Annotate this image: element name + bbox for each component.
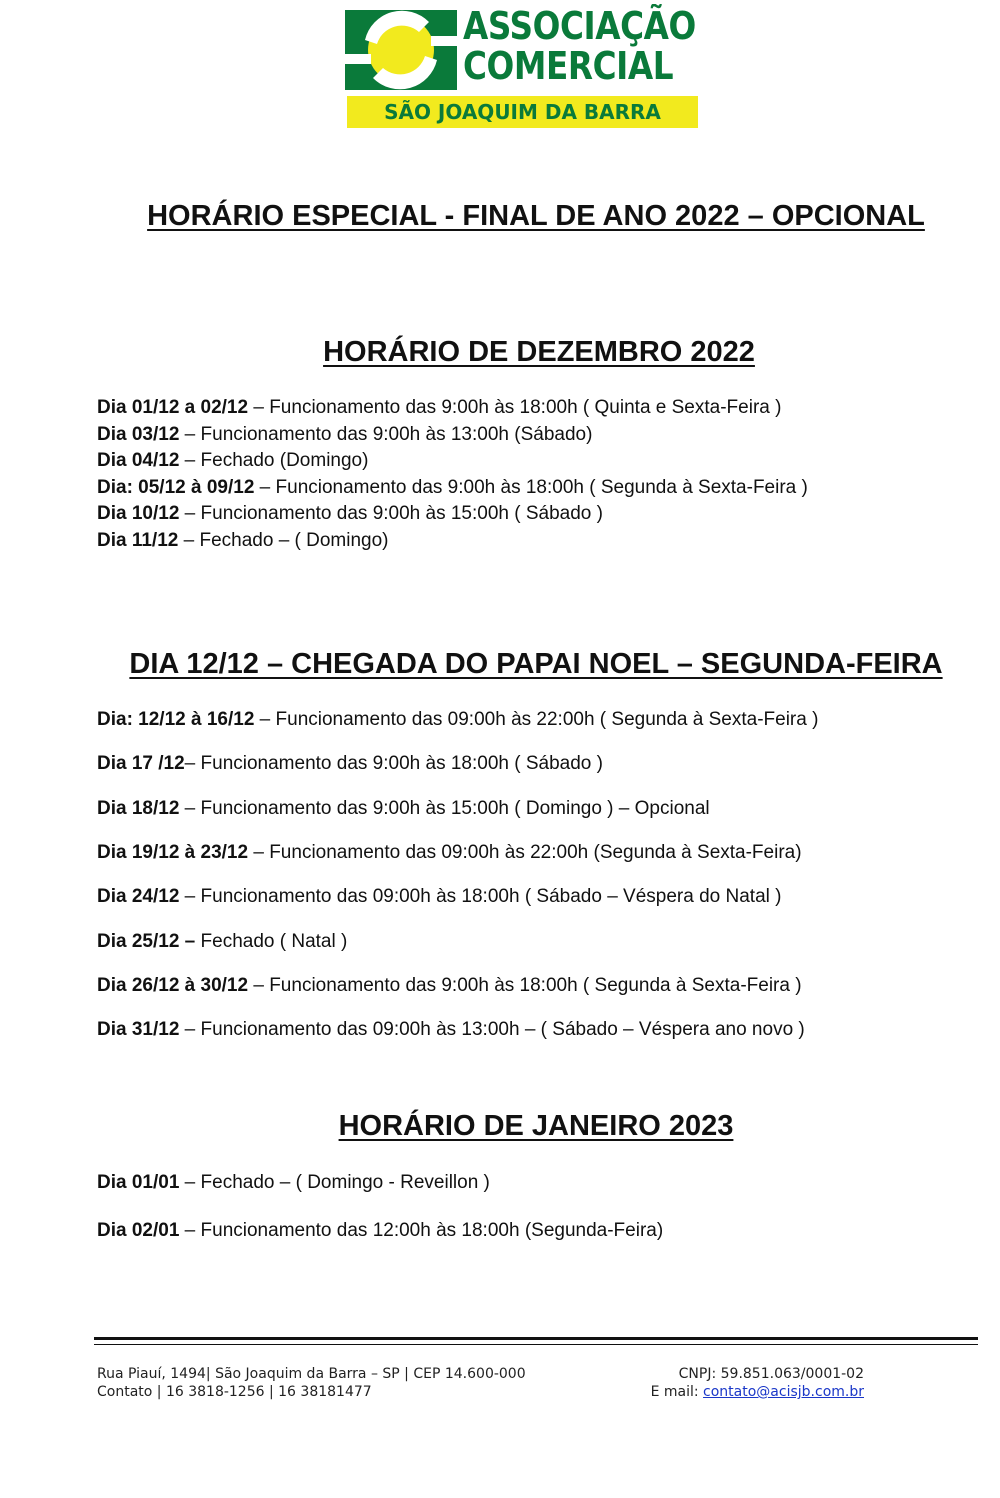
- schedule-line: [97, 841, 802, 865]
- schedule-day: Dia 24/12: [97, 886, 180, 907]
- schedule-day: Dia 11/12: [97, 530, 179, 551]
- schedule-line: [97, 449, 368, 473]
- logo-title-line2: COMERCIAL: [463, 44, 674, 88]
- december-heading: HORÁRIO DE DEZEMBRO 2022: [323, 336, 755, 368]
- schedule-text: – Fechado – ( Domingo - Reveillon ): [179, 1172, 490, 1193]
- schedule-day: Dia 10/12: [97, 503, 180, 524]
- schedule-line: [97, 930, 347, 954]
- schedule-text: – Funcionamento das 9:00h às 18:00h ( Segunda à Sexta-Feira ): [248, 975, 802, 996]
- logo-emblem-icon: [345, 10, 457, 90]
- schedule-day: Dia 03/12: [97, 424, 180, 445]
- schedule-text: – Funcionamento das 9:00h às 18:00h ( Quinta e Sexta-Feira ): [248, 397, 782, 418]
- schedule-line: [97, 529, 389, 553]
- schedule-text: – Funcionamento das 9:00h às 15:00h ( Domingo ) – Opcional: [179, 798, 710, 819]
- schedule-line: [97, 974, 802, 998]
- schedule-day: Dia 01/12 a 02/12: [97, 397, 249, 418]
- schedule-day: Dia: 05/12 à 09/12: [97, 477, 255, 498]
- footer-divider-thin: [94, 1344, 978, 1345]
- santa-arrival-heading: DIA 12/12 – CHEGADA DO PAPAI NOEL – SEGUNDA-FEIRA: [129, 648, 943, 680]
- schedule-text: Fechado ( Natal ): [195, 931, 348, 952]
- schedule-day: Dia 04/12: [97, 450, 180, 471]
- schedule-text: – Funcionamento das 9:00h às 13:00h (Sábado): [179, 424, 593, 445]
- schedule-text: – Fechado – ( Domingo): [178, 530, 389, 551]
- schedule-line: [97, 797, 710, 821]
- schedule-line: [97, 1018, 805, 1042]
- schedule-line: [97, 1219, 663, 1243]
- schedule-line: [97, 423, 592, 447]
- schedule-text: – Funcionamento das 09:00h às 22:00h ( Segunda à Sexta-Feira ): [254, 709, 819, 730]
- schedule-line: [97, 708, 818, 732]
- schedule-text: – Funcionamento das 12:00h às 18:00h (Segunda-Feira): [179, 1220, 664, 1241]
- schedule-line: [97, 1171, 490, 1195]
- logo-subtitle: SÃO JOAQUIM DA BARRA: [384, 100, 661, 124]
- schedule-day: Dia 19/12 à 23/12: [97, 842, 249, 863]
- footer-email-row: [640, 1383, 864, 1401]
- footer-address: Rua Piauí, 1494| São Joaquim da Barra – SP | CEP 14.600-000: [97, 1366, 526, 1382]
- page-title: HORÁRIO ESPECIAL - FINAL DE ANO 2022 – OPCIONAL: [147, 200, 925, 232]
- schedule-text: – Funcionamento das 09:00h às 18:00h ( Sábado – Véspera do Natal ): [179, 886, 782, 907]
- schedule-text: – Funcionamento das 9:00h às 15:00h ( Sábado ): [179, 503, 603, 524]
- schedule-day: Dia 25/12 –: [97, 931, 196, 952]
- schedule-day: Dia 31/12: [97, 1019, 180, 1040]
- schedule-line: [97, 502, 603, 526]
- footer-contact: Contato | 16 3818-1256 | 16 38181477: [97, 1384, 372, 1400]
- association-logo: [345, 6, 700, 124]
- schedule-day: Dia 26/12 à 30/12: [97, 975, 249, 996]
- footer-cnpj: CNPJ: 59.851.063/0001-02: [678, 1366, 864, 1382]
- schedule-day: Dia 17 /12: [97, 753, 185, 774]
- footer-email-label: E mail:: [650, 1384, 704, 1400]
- schedule-line: [97, 396, 781, 420]
- schedule-day: Dia 02/01: [97, 1220, 180, 1241]
- schedule-day: Dia: 12/12 à 16/12: [97, 709, 255, 730]
- schedule-line: [97, 885, 781, 909]
- january-heading: HORÁRIO DE JANEIRO 2023: [338, 1110, 734, 1142]
- footer-divider: [94, 1337, 978, 1340]
- schedule-day: Dia 18/12: [97, 798, 180, 819]
- schedule-text: – Funcionamento das 09:00h às 13:00h – ( Sábado – Véspera ano novo ): [179, 1019, 805, 1040]
- schedule-text: – Funcionamento das 09:00h às 22:00h (Segunda à Sexta-Feira): [248, 842, 802, 863]
- logo-title-line1: ASSOCIAÇÃO: [463, 4, 696, 48]
- logo-title: [463, 4, 696, 88]
- schedule-line: [97, 752, 603, 776]
- footer-company-block: [640, 1365, 864, 1401]
- schedule-text: – Fechado (Domingo): [179, 450, 369, 471]
- schedule-line: [97, 476, 808, 500]
- schedule-text: – Funcionamento das 9:00h às 18:00h ( Segunda à Sexta-Feira ): [254, 477, 808, 498]
- logo-subtitle-band: [347, 96, 698, 128]
- footer-email-link[interactable]: contato@acisjb.com.br: [703, 1384, 864, 1400]
- schedule-day: Dia 01/01: [97, 1172, 180, 1193]
- footer-address-block: [97, 1365, 526, 1401]
- schedule-text: – Funcionamento das 9:00h às 18:00h ( Sábado ): [184, 753, 603, 774]
